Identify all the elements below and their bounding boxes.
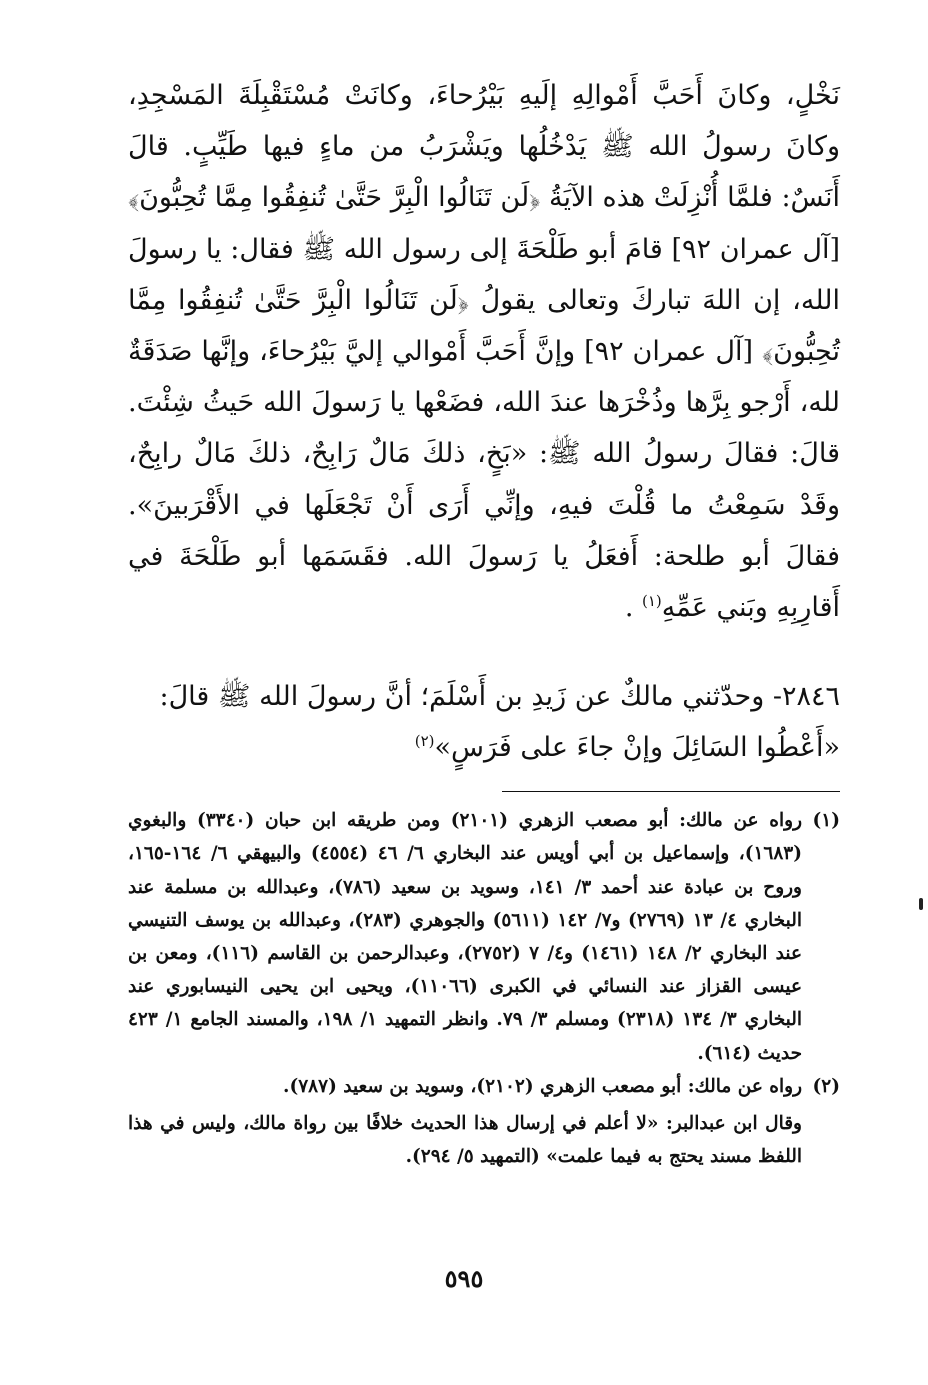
hadith-quote: «أَعْطُوا السَائِلَ وإنْ جاءَ على فَرَسٍ» <box>434 732 840 764</box>
footnote-number: (٢) <box>812 1075 840 1097</box>
hadith-line-1: ٢٨٤٦- وحدّثني مالكٌ عن زَيدِ بن أَسْلَمَ؛ أنَّ رسولَ الله ﷺ قالَ: <box>159 681 840 713</box>
footnote-note: وقال ابن عبدالبر: «لا أعلم في إرسال هذا الحديث خلافًا بين رواة مالك، وليس في هذا اللفظ مسند يحتج به فيما علمت» (التمهيد ٥/ ٢٩٤). <box>128 1113 802 1168</box>
footnote-ref-2: (٢) <box>414 732 435 751</box>
footnote-divider <box>502 791 840 792</box>
main-paragraph: نَخْلٍ، وكانَ أَحَبَّ أَمْوالِهِ إلَيهِ بَيْرُحاءَ، وكانَتْ مُسْتَقْبِلَةَ المَسْجِدِ، وكانَ رسولُ الله ﷺ يَدْخُلُها ويَشْرَبُ من ماءٍ فيها طَيِّبٍ. قالَ أَنَسٌ: فلمَّا أُنْزِلَتْ هذه الآيَةُ ﴿لَن تَنَالُوا الْبِرَّ حَتَّىٰ تُنفِقُوا مِمَّا تُحِبُّونَ﴾ [آل عمران ٩٢] قامَ أبو طَلْحَةَ إلى رسول الله ﷺ فقال: يا رسولَ الله، إن اللهَ تباركَ وتعالى يقولُ ﴿لَن تَنَالُوا الْبِرَّ حَتَّىٰ تُنفِقُوا مِمَّا تُحِبُّونَ﴾ [آل عمران ٩٢] وإنَّ أَحَبَّ أَمْوالي إليَّ بَيْرُحاءَ، وإنَّها صَدَقَةٌ لله، أَرْجو بِرَّها وذُخْرَها عندَ الله، فضَعْها يا رَسولَ الله حَيثُ شِئْتَ. قالَ: فقالَ رسولُ الله ﷺ: «بَخٍ، ذلكَ مَالٌ رَابِحٌ، ذلكَ مَالٌ رابِحٌ، وقَدْ سَمِعْتُ ما قُلْتَ فيهِ، وإنِّي أَرَى أَنْ تَجْعَلَها في الأَقْرَبينَ». فقالَ أبو طلحة: أَفعَلُ يا رَسولَ الله. فقَسَمَها أبو طَلْحَةَ في أَقارِبِهِ وبَني عَمِّهِ <box>128 80 840 624</box>
page-content <box>128 70 840 1385</box>
scan-edge-mark <box>919 898 923 910</box>
footnotes <box>128 804 840 1173</box>
footnote-ref-1: (١) <box>641 592 662 611</box>
footnote-text: رواه عن مالك: أبو مصعب الزهري (٢١٠٢)، وسويد بن سعيد (٧٨٧). <box>283 1075 802 1097</box>
footnote-2 <box>128 1070 840 1103</box>
hadith-line-2 <box>128 722 840 773</box>
page-number: ٥٩٥ <box>444 1264 484 1293</box>
hadith-2846 <box>128 671 840 773</box>
footnote-text: رواه عن مالك: أبو مصعب الزهري (٢١٠١) ومن طريقه ابن حبان (٣٣٤٠) والبغوي (١٦٨٣)، وإسماعيل بن أبي أويس عند البخاري ٦/ ٤٦ (٤٥٥٤) والبيهقي ٦/ ١٦٤-١٦٥، وروح بن عبادة عند أحمد ٣/ ١٤١، وسويد بن سعيد (٧٨٦)، وعبدالله بن مسلمة عند البخاري ٤/ ١٣ (٢٧٦٩) و٧/ ١٤٢ (٥٦١١) والجوهري (٢٨٣)، وعبدالله بن يوسف التنيسي عند البخاري ٢/ ١٤٨ (١٤٦١) و٤/ ٧ (٢٧٥٢)، وعبدالرحمن بن القاسم (١١٦)، ومعن بن عيسى القزاز عند النسائي في الكبرى (١١٠٦٦)، ويحيى ابن يحيى النيسابوري عند البخاري ٣/ ١٣٤ (٢٣١٨) ومسلم ٣/ ٧٩. وانظر التمهيد ١/ ١٩٨، والمسند الجامع ١/ ٤٢٣ حديث (٦١٤). <box>128 810 803 1064</box>
main-text <box>128 70 840 633</box>
main-paragraph-end: . <box>624 592 642 624</box>
footnote-number: (١) <box>812 810 840 832</box>
footnote-1 <box>128 804 840 1070</box>
